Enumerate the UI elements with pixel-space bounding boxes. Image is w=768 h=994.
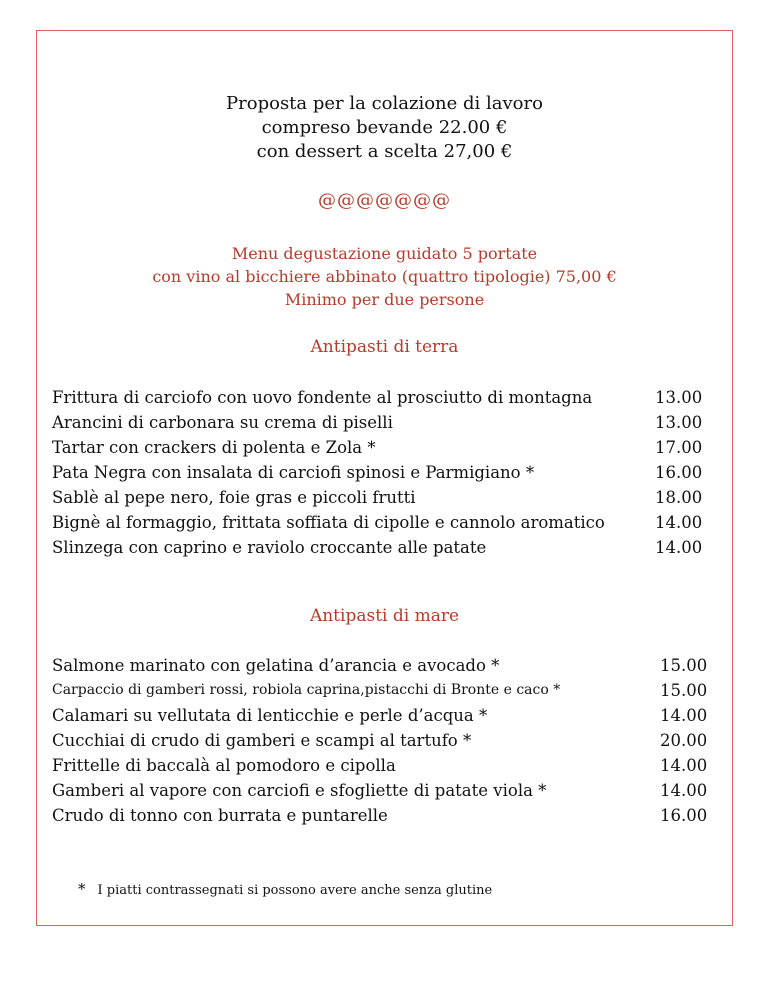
dish-price: 15.00 [660,656,708,675]
tasting-menu-title: Menu degustazione guidato 5 portate [231,244,538,263]
menu-item [52,485,717,510]
dish-price: 14.00 [660,781,708,800]
menu-list-antipasti-mare [52,653,717,828]
dish-name: Arancini di carbonara su crema di piselli [52,413,393,432]
decorative-separator: @@@@@@@ [318,190,451,211]
menu-item [52,410,717,435]
menu-item [52,460,717,485]
dish-price: 13.00 [655,413,703,432]
menu-item [52,728,717,753]
dish-name: Cucchiai di crudo di gamberi e scampi al tartufo * [52,731,472,750]
dish-name: Sablè al pepe nero, foie gras e piccoli frutti [52,488,416,507]
footnote-text: I piatti contrassegnati si possono avere anche senza glutine [97,883,493,898]
dish-price: 16.00 [655,463,703,482]
menu-list-antipasti-terra [52,385,717,560]
dish-price: 18.00 [655,488,703,507]
dish-price: 14.00 [660,756,708,775]
dish-name: Frittura di carciofo con uovo fondente al prosciutto di montagna [52,388,593,407]
dish-name: Crudo di tonno con burrata e puntarelle [52,806,388,825]
asterisk-icon: * [78,880,86,898]
menu-item [52,653,717,678]
dish-price: 15.00 [660,681,708,700]
dish-price: 16.00 [660,806,708,825]
dish-name: Gamberi al vapore con carciofi e sfogliette di patate viola * [52,781,547,800]
dish-price: 20.00 [660,731,708,750]
menu-item [52,803,717,828]
tasting-menu-minimum: Minimo per due persone [284,290,485,309]
menu-item [52,535,717,560]
lunch-offer-title: Proposta per la colazione di lavoro [226,93,543,114]
section-title-antipasti-mare: Antipasti di mare [309,606,460,626]
tasting-menu-block [36,242,733,311]
menu-item [52,778,717,803]
menu-item [52,678,717,703]
lunch-offer-drinks-price: compreso bevande 22.00 € [261,117,508,138]
menu-item [52,435,717,460]
dish-price: 14.00 [660,706,708,725]
dish-name: Tartar con crackers di polenta e Zola * [52,438,376,457]
menu-item [52,510,717,535]
section-title-antipasti-terra: Antipasti di terra [310,337,459,357]
menu-item [52,703,717,728]
dish-name: Pata Negra con insalata di carciofi spinosi e Parmigiano * [52,463,535,482]
dish-name: Frittelle di baccalà al pomodoro e cipolla [52,756,396,775]
lunch-offer-dessert-price: con dessert a scelta 27,00 € [256,141,513,162]
menu-item [52,385,717,410]
dish-price: 14.00 [655,513,703,532]
dish-name: Calamari su vellutata di lenticchie e perle d’acqua * [52,706,488,725]
dish-price: 13.00 [655,388,703,407]
dish-name: Salmone marinato con gelatina d’arancia e avocado * [52,656,500,675]
gluten-free-footnote [78,880,492,898]
tasting-menu-wine-price: con vino al bicchiere abbinato (quattro tipologie) 75,00 € [152,267,617,286]
menu-item [52,753,717,778]
dish-name: Slinzega con caprino e raviolo croccante alle patate [52,538,487,557]
dish-price: 14.00 [655,538,703,557]
dish-name: Bignè al formaggio, frittata soffiata di cipolle e cannolo aromatico [52,513,605,532]
dish-price: 17.00 [655,438,703,457]
lunch-offer-block [36,92,733,164]
dish-name: Carpaccio di gamberi rossi, robiola caprina,pistacchi di Bronte e caco * [52,682,561,698]
